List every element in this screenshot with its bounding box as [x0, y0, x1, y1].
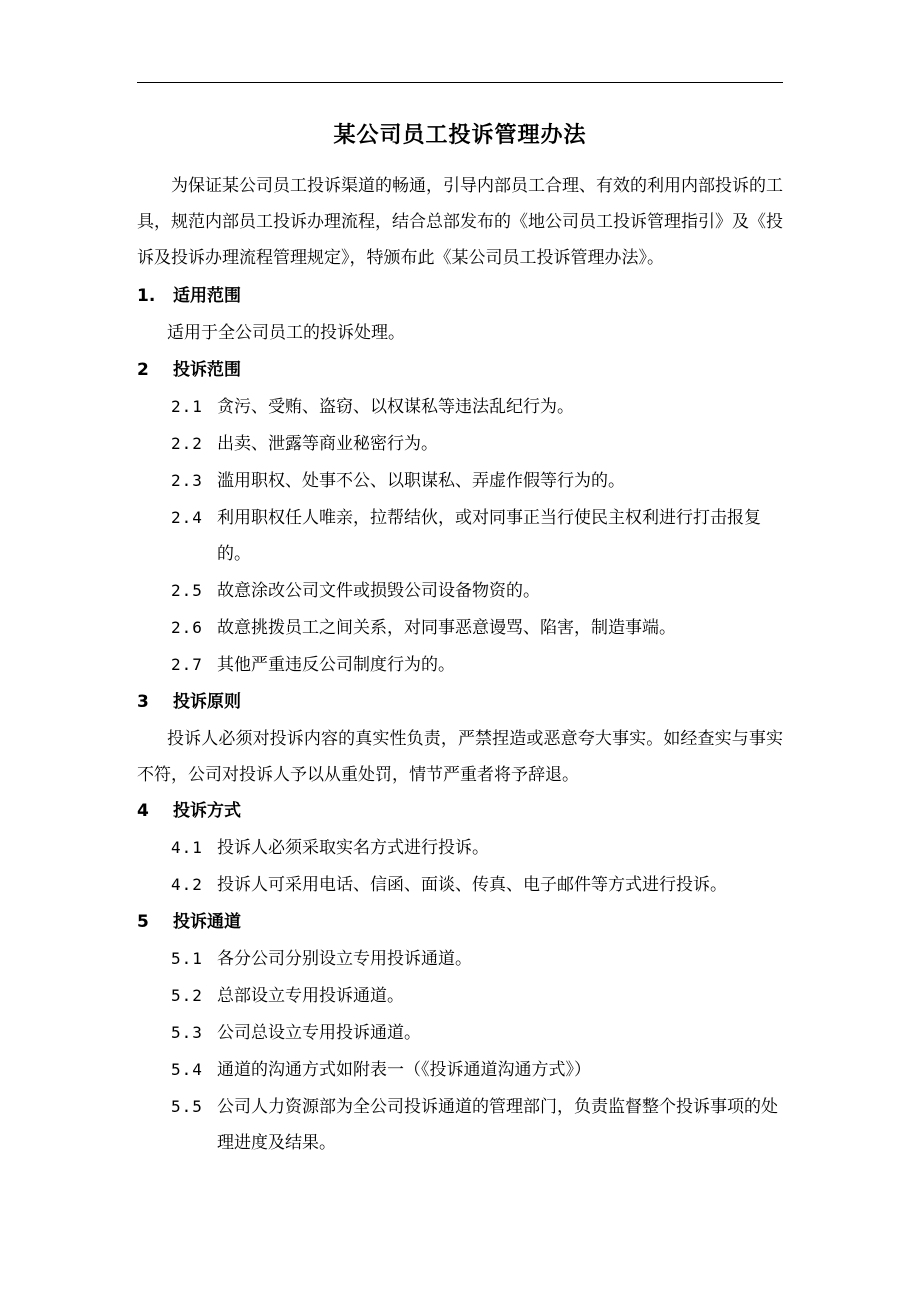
list-item: [137, 573, 783, 609]
header-rule: [137, 82, 783, 83]
item-text: 滥用职权、处事不公、以职谋私、弄虚作假等行为的。: [217, 471, 625, 491]
section-3-text: 投诉人必须对投诉内容的真实性负责，严禁捏造或恶意夸大事实。如经查实与事实不符，公司对投诉人予以从重处罚，情节严重者将予辞退。: [137, 729, 783, 785]
section-title: 投诉通道: [173, 912, 241, 932]
item-number: 2.1: [171, 397, 203, 416]
item-number: 4.2: [171, 875, 203, 894]
item-number: 2.4: [171, 508, 203, 527]
item-number: 2.2: [171, 434, 203, 453]
section-title: 适用范围: [173, 286, 241, 306]
list-item: [137, 1052, 783, 1088]
section-title: 投诉原则: [173, 692, 241, 712]
section-1-heading: [137, 278, 783, 315]
section-5-heading: [137, 904, 783, 941]
item-number: 2.7: [171, 655, 203, 674]
item-number: 5.4: [171, 1060, 203, 1079]
section-title: 投诉方式: [173, 801, 241, 821]
item-text: 故意挑拨员工之间关系，对同事恶意谩骂、陷害，制造事端。: [217, 618, 676, 638]
section-number: 3: [137, 692, 149, 712]
item-number: 5.3: [171, 1023, 203, 1042]
item-text: 通道的沟通方式如附表一（《投诉通道沟通方式》）: [217, 1060, 591, 1080]
item-text: 投诉人必须采取实名方式进行投诉。: [217, 838, 489, 858]
item-text: 各分公司分别设立专用投诉通道。: [217, 949, 472, 969]
item-text: 其他严重违反公司制度行为的。: [217, 655, 455, 675]
list-item: [137, 830, 783, 866]
list-item: [137, 500, 783, 572]
section-1-text: 适用于全公司员工的投诉处理。: [167, 323, 405, 343]
intro-paragraph: 为保证某公司员工投诉渠道的畅通，引导内部员工合理、有效的利用内部投诉的工具，规范内部员工投诉办理流程，结合总部发布的《地公司员工投诉管理指引》及《投诉及投诉办理流程管理规定》，特颁布此《某公司员工投诉管理办法》。: [137, 176, 783, 268]
section-2-heading: [137, 352, 783, 389]
list-item: [137, 463, 783, 499]
item-number: 4.1: [171, 838, 203, 857]
item-text: 总部设立专用投诉通道。: [217, 986, 404, 1006]
item-text: 公司人力资源部为全公司投诉通道的管理部门，负责监督整个投诉事项的处理进度及结果。: [217, 1097, 778, 1153]
item-number: 2.3: [171, 471, 203, 490]
item-number: 5.2: [171, 986, 203, 1005]
item-number: 2.5: [171, 581, 203, 600]
list-item: [137, 1015, 783, 1051]
item-text: 故意涂改公司文件或损毁公司设备物资的。: [217, 581, 540, 601]
section-number: 2: [137, 360, 149, 380]
section-3-heading: [137, 684, 783, 721]
section-4-heading: [137, 793, 783, 830]
list-item: [137, 1089, 783, 1161]
item-text: 贪污、受贿、盗窃、以权谋私等违法乱纪行为。: [217, 397, 574, 417]
list-item: [137, 941, 783, 977]
item-text: 利用职权任人唯亲，拉帮结伙，或对同事正当行使民主权利进行打击报复的。: [217, 508, 761, 564]
section-title: 投诉范围: [173, 360, 241, 380]
section-number: 4: [137, 801, 149, 821]
list-item: [137, 610, 783, 646]
item-number: 5.1: [171, 949, 203, 968]
section-number: 1.: [137, 286, 156, 306]
item-text: 公司总设立专用投诉通道。: [217, 1023, 421, 1043]
item-number: 2.6: [171, 618, 203, 637]
item-text: 出卖、泄露等商业秘密行为。: [217, 434, 438, 454]
page-title: 某公司员工投诉管理办法: [333, 123, 587, 148]
list-item: [137, 389, 783, 425]
item-number: 5.5: [171, 1097, 203, 1116]
item-text: 投诉人可采用电话、信函、面谈、传真、电子邮件等方式进行投诉。: [217, 875, 727, 895]
section-number: 5: [137, 912, 149, 932]
list-item: [137, 426, 783, 462]
list-item: [137, 647, 783, 683]
list-item: [137, 978, 783, 1014]
document-body: [137, 168, 783, 1162]
list-item: [137, 867, 783, 903]
